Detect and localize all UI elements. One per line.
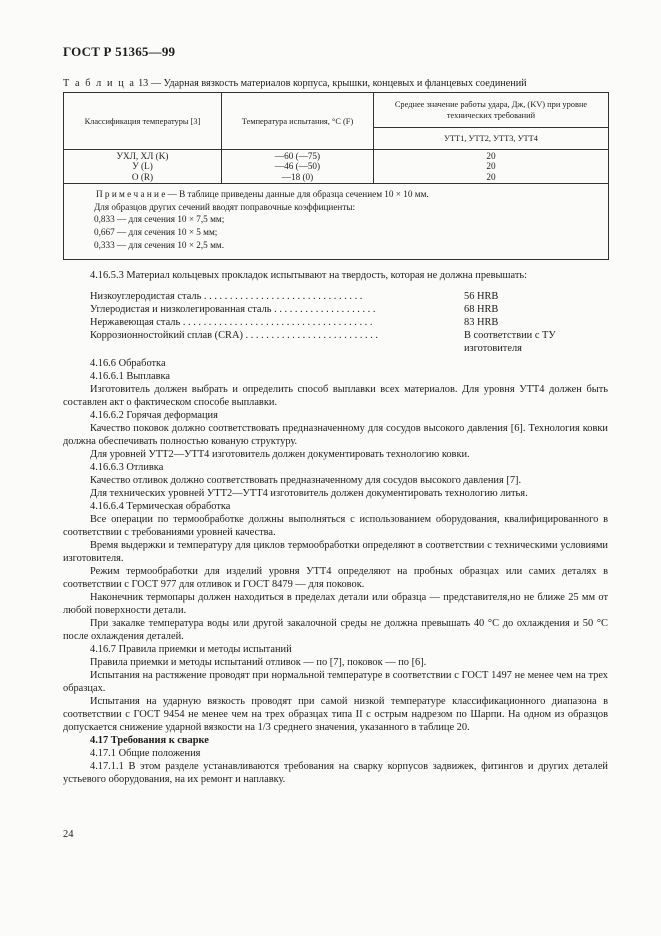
table-row: 20: [486, 150, 496, 161]
note-line: Для образцов других сечений вводят поправочные коэффициенты:: [94, 201, 356, 212]
paragraph: Изготовитель должен выбрать и определить способ выплавки всех материалов. Для уровня УТТ4 должен быть составлен акт о фактическом способе выплавки.: [63, 384, 608, 408]
table-row: О (R): [131, 171, 154, 182]
table-row: 20: [486, 161, 496, 172]
list-item: Коррозионностойкий сплав (CRA) . . . . . . . . . . . . . . . . . . . . . . . . . . В соответствии с ТУ: [90, 330, 556, 341]
table-row: —60 (—75): [274, 150, 321, 161]
paragraph: 4.17.1.1 В этом разделе устанавливаются требования на сварку корпусов задвижек, фитингов и других деталей устьевого оборудования, на их ремонт и наплавку.: [63, 761, 608, 785]
paragraph: Время выдержки и температуру для циклов термообработки определяют в соответствии с техническими условиями изготовителя.: [63, 540, 608, 564]
table-col-impact: Среднее значение работы удара, Дж, (KV) при уровне технических требований: [374, 93, 609, 128]
heading-4-16-6-4: 4.16.6.4 Термическая обработка: [90, 501, 231, 512]
body-text: [63, 357, 608, 786]
table-caption-text: 13 — Ударная вязкость материалов корпуса, крышки, концевых и фланцевых соединений: [135, 78, 527, 89]
table-cell-class: [64, 150, 222, 184]
paragraph: Качество отливок должно соответствовать предназначенному для сосудов высокого давления [7].: [90, 475, 522, 486]
section-4-16-5-3: 4.16.5.3 Материал кольцевых прокладок испытывают на твердость, которая не должна превышать:: [90, 270, 528, 281]
paragraph: Наконечник термопары должен находиться в пределах детали или образца — представителя,но не ближе 25 мм от любой поверхности детали.: [63, 592, 608, 616]
heading-4-16-6-3: 4.16.6.3 Отливка: [90, 462, 164, 473]
paragraph: Все операции по термообработке должны выполняться с использованием оборудования, квалифицированного в соответствии с требованиями уровней качества.: [63, 514, 608, 538]
list-item: Низкоуглеродистая сталь . . . . . . . . . . . . . . . . . . . . . . . . . . . . . . . 56 HRB: [90, 291, 499, 302]
paragraph: Режим термообработки для изделий уровня УТТ4 определяют на пробных образцах или самих деталях в соответствии с ГОСТ 977 для отливок и ГОСТ 8479 — для поковок.: [63, 566, 608, 590]
table-row: —46 (—50): [274, 161, 321, 172]
table-row: —18 (0): [281, 171, 314, 182]
heading-4-17: 4.17 Требования к сварке: [90, 735, 209, 746]
paragraph: Для технических уровней УТТ2—УТТ4 изготовитель должен документировать технологию литья.: [90, 488, 528, 499]
table-cell-value: [374, 150, 609, 184]
paragraph: Для уровней УТТ2—УТТ4 изготовитель должен документировать технологию ковки.: [90, 449, 470, 460]
table-row: УХЛ, ХЛ (K): [116, 150, 169, 161]
table-col-levels: УТТ1, УТТ2, УТТ3, УТТ4: [374, 128, 609, 150]
paragraph: При закалке температура воды или другой закалочной среды не должна превышать 40 °С до охлаждения и 50 °С после охлаждения деталей.: [63, 618, 608, 642]
heading-4-16-6: 4.16.6 Обработка: [90, 358, 166, 369]
paragraph: Испытания на ударную вязкость проводят при самой низкой температуре классификационного диапазона в соответствии с ГОСТ 9454 не менее чем на трех образцах типа II с острым надрезом по Шарпи. На одном из образцов допускается снижение ударной вязкости на 1/3 среднего значения, указанного в таблице 20.: [63, 696, 608, 733]
table-row: 20: [486, 171, 496, 182]
heading-4-17-1: 4.17.1 Общие положения: [90, 748, 201, 759]
paragraph: Правила приемки и методы испытаний отливок — по [7], поковок — по [6].: [90, 657, 427, 668]
heading-4-16-7: 4.16.7 Правила приемки и методы испытаний: [90, 644, 292, 655]
hardness-list: [90, 290, 610, 355]
heading-4-16-6-2: 4.16.6.2 Горячая деформация: [90, 410, 218, 421]
page-number: 24: [63, 829, 74, 840]
list-item: Нержавеющая сталь . . . . . . . . . . . . . . . . . . . . . . . . . . . . . . . . . . . . . 83 HRB: [90, 317, 499, 328]
list-item: Углеродистая и низколегированная сталь . . . . . . . . . . . . . . . . . . . . 68 HRB: [90, 304, 499, 315]
heading-4-16-6-1: 4.16.6.1 Выплавка: [90, 371, 171, 382]
table-cell-temp: [222, 150, 374, 184]
table-caption-prefix: Т а б л и ц а: [63, 78, 136, 89]
note-line: 0,333 — для сечения 10 × 2,5 мм.: [94, 239, 224, 250]
impact-table: [63, 92, 609, 260]
paragraph: Испытания на растяжение проводят при нормальной температуре в соответствии с ГОСТ 1497 не менее чем на трех образцах.: [63, 670, 608, 694]
list-item: изготовителя: [464, 343, 522, 354]
note-line: 0,667 — для сечения 10 × 5 мм;: [94, 227, 218, 238]
note-line: 0,833 — для сечения 10 × 7,5 мм;: [94, 214, 225, 225]
table-col-test-temp: Температура испытания, °С (F): [222, 93, 374, 150]
table-caption: [63, 78, 527, 89]
table-col-temp-class: Классификация температуры [3]: [64, 93, 222, 150]
paragraph: Качество поковок должно соответствовать предназначенному для сосудов высокого давления [6]. Технология ковки должна обеспечивать полностью кованую структуру.: [63, 423, 608, 447]
table-row: У (L): [132, 161, 153, 172]
table-note: [64, 184, 609, 260]
note-line: П р и м е ч а н и е — В таблице приведены данные для образца сечением 10 × 10 мм.: [96, 189, 429, 199]
document-header: ГОСТ Р 51365—99: [63, 44, 176, 59]
